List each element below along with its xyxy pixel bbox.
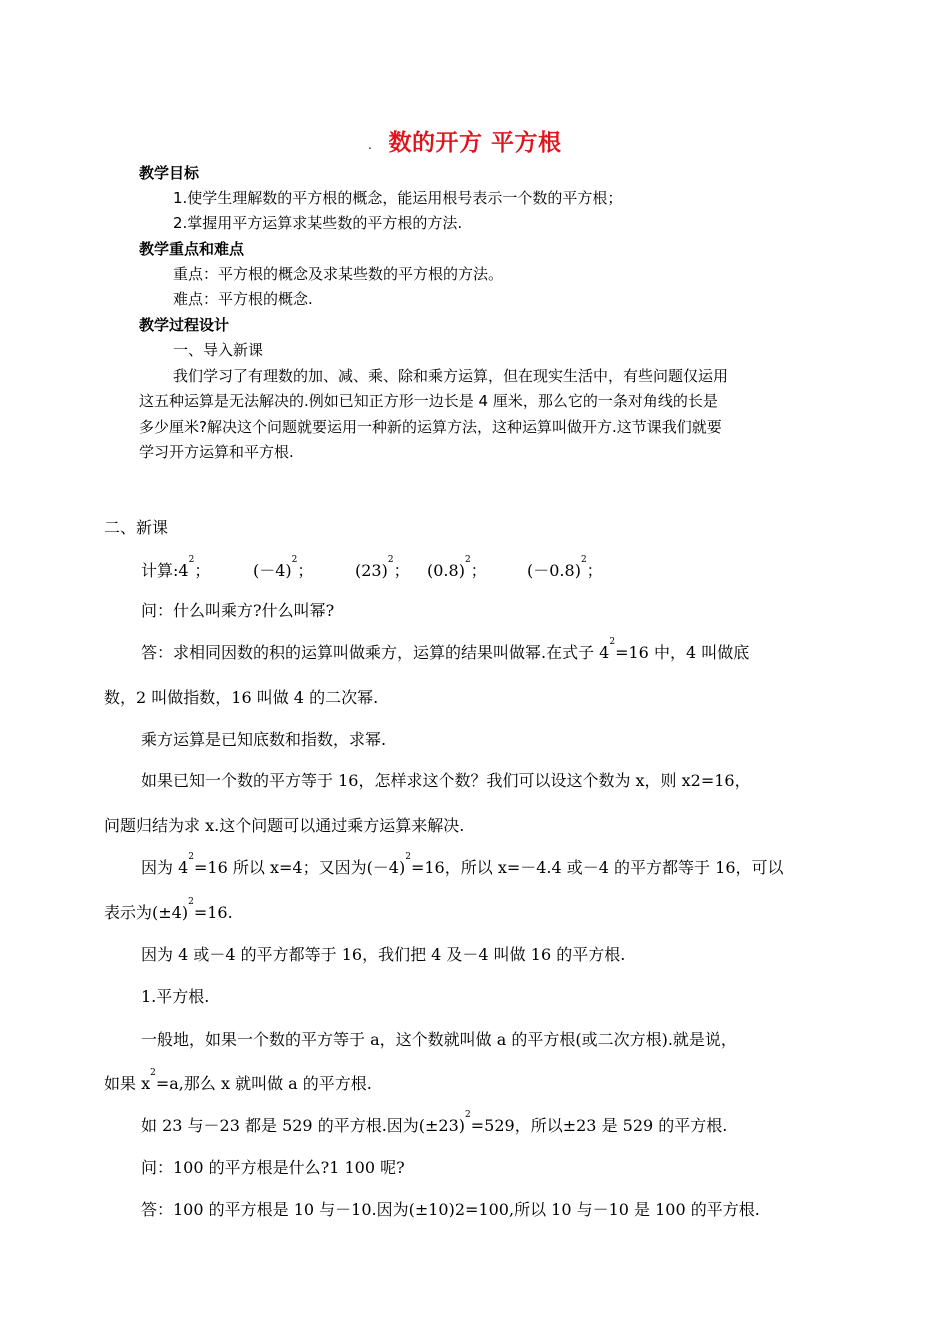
- intro-line-1: 我们学习了有理数的加、减、乘、除和乘方运算，但在现实生活中，有些问题仅运用: [173, 367, 729, 385]
- difficult-point: 难点：平方根的概念.: [173, 290, 313, 308]
- example-exp: 2: [465, 1110, 471, 1120]
- intro-line-3: 多少厘米?解决这个问题就要运用一种新的运算方法，这种运算叫做开方.这节课我们就要: [139, 418, 722, 436]
- calc-b-exp: 2: [291, 555, 298, 565]
- example-a: 如 23 与－23 都是 529 的平方根.因为(±23): [141, 1116, 466, 1135]
- question-2: 问：100 的平方根是什么?1 100 呢?: [141, 1158, 405, 1177]
- intro-line-2: 这五种运算是无法解决的.例如已知正方形一边长是 4 厘米，那么它的一条对角线的长是: [139, 392, 718, 410]
- because-c: =16，所以 x=－4.4 或－4 的平方都等于 16，可以: [410, 858, 784, 877]
- definition-a: 如果 x: [104, 1074, 151, 1093]
- calc-b-end: ；: [297, 561, 314, 580]
- calc-e: [527, 555, 603, 581]
- because-line: [141, 852, 784, 878]
- if-line-1: 如果已知一个数的平方等于 16，怎样求这个数？我们可以设这个数为 x，则 x2=16，: [141, 771, 751, 790]
- calc-c-text: (23): [355, 561, 388, 580]
- calc-e-exp: 2: [580, 555, 587, 565]
- key-point: 重点：平方根的概念及求某些数的平方根的方法。: [173, 265, 504, 283]
- since-line: 因为 4 或－4 的平方都等于 16，我们把 4 及－4 叫做 16 的平方根.: [141, 945, 626, 964]
- sub-heading: 1.平方根.: [141, 987, 210, 1006]
- definition-line-2: [104, 1068, 372, 1094]
- key-heading: 教学重点和难点: [139, 240, 245, 258]
- because-a: 因为 4: [141, 858, 189, 877]
- question-1: 问：什么叫乘方?什么叫幂?: [141, 601, 335, 620]
- calc-b: [253, 555, 314, 581]
- answer-1-exp: 2: [609, 637, 616, 647]
- calc-exp: 2: [188, 555, 195, 565]
- definition-line-1: 一般地，如果一个数的平方等于 a，这个数就叫做 a 的平方根(或二次方根).就是说，: [141, 1030, 737, 1049]
- goal-1: 1.使学生理解数的平方根的概念，能运用根号表示一个数的平方根；: [173, 189, 623, 207]
- calc-b-text: (－4): [253, 561, 292, 580]
- calc-line: [141, 555, 211, 581]
- goal-2: 2.掌握用平方运算求某些数的平方根的方法.: [173, 214, 463, 232]
- calc-d-text: (0.8): [427, 561, 465, 580]
- calc-c: [355, 555, 410, 581]
- example-b: =529，所以±23 是 529 的平方根.: [470, 1116, 728, 1135]
- calc-d-exp: 2: [464, 555, 471, 565]
- calc-d-end: ；: [470, 561, 487, 580]
- intro-heading: 一、导入新课: [173, 341, 264, 359]
- express-exp: 2: [188, 897, 194, 907]
- answer-1-b: =16 中，4 叫做底: [615, 643, 750, 662]
- express-line: [104, 897, 233, 923]
- definition-exp: 2: [150, 1068, 156, 1078]
- answer-2: 答：100 的平方根是 10 与－10.因为(±10)2=100,所以 10 与－10 是 100 的平方根.: [141, 1200, 760, 1219]
- page-title: 数的开方 平方根: [388, 130, 562, 156]
- calc-d: [427, 555, 487, 581]
- if-line-2: 问题归结为求 x.这个问题可以通过乘方运算来解决.: [104, 816, 465, 835]
- example-line: [141, 1110, 728, 1136]
- express-a: 表示为(±4): [104, 903, 189, 922]
- intro-line-4: 学习开方运算和平方根.: [139, 443, 294, 461]
- stray-dot: .: [368, 138, 372, 152]
- answer-1-line-1: [141, 637, 750, 663]
- process-heading: 教学过程设计: [139, 316, 230, 334]
- answer-1-a: 答：求相同因数的积的运算叫做乘方，运算的结果叫做幂.在式子 4: [141, 643, 610, 662]
- definition-b: =a,那么 x 就叫做 a 的平方根.: [155, 1074, 372, 1093]
- new-lesson-heading: 二、新课: [104, 518, 169, 537]
- express-b: =16.: [193, 903, 233, 922]
- because-exp-2: 2: [405, 852, 411, 862]
- power-paragraph: 乘方运算是已知底数和指数，求幂.: [141, 730, 387, 749]
- goal-heading: 教学目标: [139, 164, 200, 182]
- calc-c-end: ；: [393, 561, 410, 580]
- calc-c-exp: 2: [387, 555, 394, 565]
- because-exp-1: 2: [188, 852, 195, 862]
- calc-e-end: ；: [586, 561, 603, 580]
- calc-prefix: 计算:4: [141, 561, 189, 580]
- because-b: =16 所以 x=4；又因为(－4): [194, 858, 406, 877]
- answer-1-line-2: 数，2 叫做指数，16 叫做 4 的二次幂.: [104, 688, 379, 707]
- calc-e-text: (－0.8): [527, 561, 581, 580]
- calc-sep: ；: [194, 561, 211, 580]
